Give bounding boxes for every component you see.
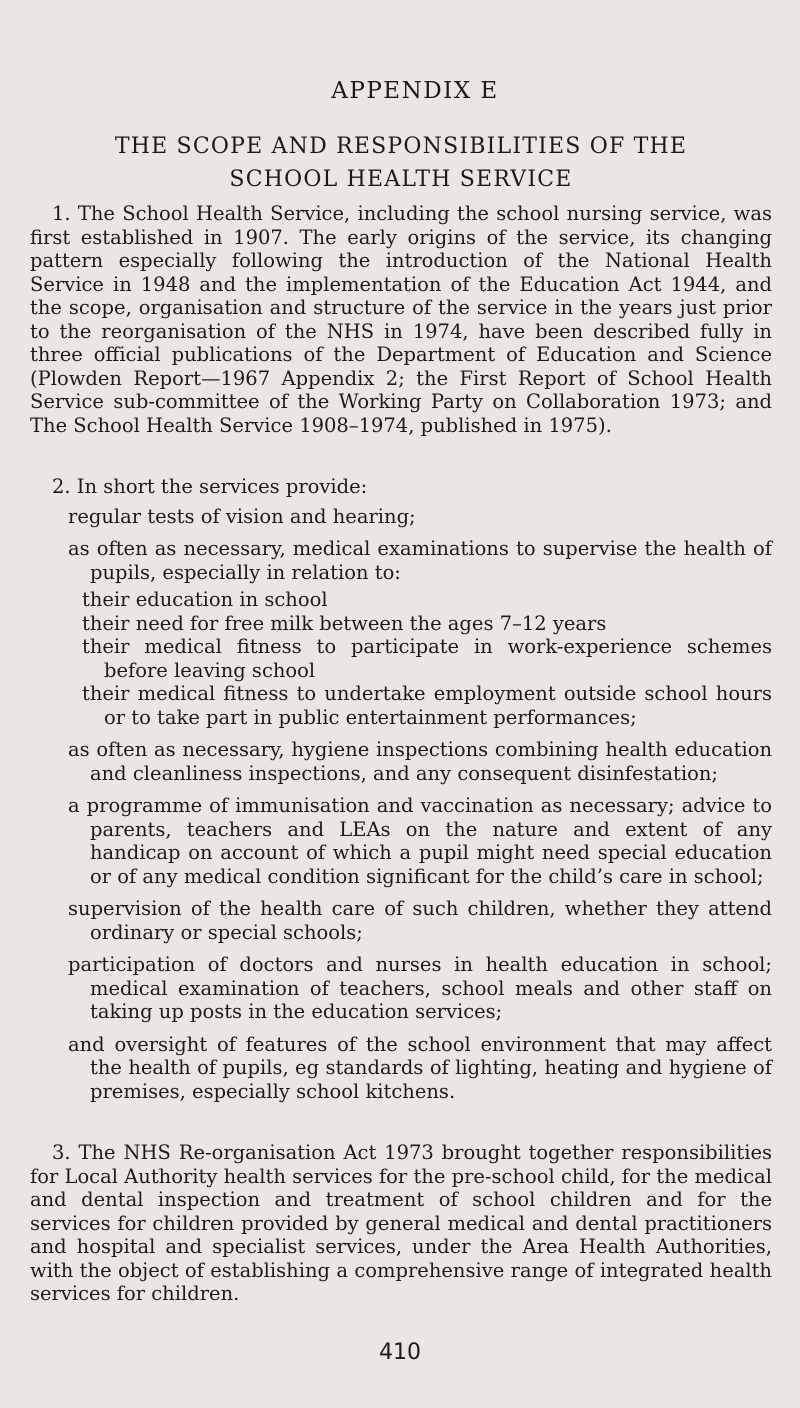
sublist-item: their medical fitness to participate in work-experience schemes before leaving school xyxy=(82,635,772,682)
title-line-2: SCHOOL HEALTH SERVICE xyxy=(229,167,573,192)
paragraph-1: 1. The School Health Service, including the school nursing service, was first established in 1907. The early origins of the service, its changing pattern especially following the introduction of the National Health Service in 1948 and the implementation of the Education Act 1944, and the scope, organisation and structure of the service in the years just prior to the reorganisation of the NHS in 1974, have been described fully in three official publications of the Department of Education and Science (Plowden Report—1967 Appendix 2; the First Report of School Health Service sub-committee of the Working Party on Collaboration 1973; and The School Health Service 1908–1974, published in 1975). xyxy=(30,202,772,437)
relation-sublist xyxy=(82,588,772,729)
title-line-1: THE SCOPE AND RESPONSIBILITIES OF THE xyxy=(114,134,688,159)
service-item-text: as often as necessary, medical examinations to supervise the health of pupils, especially in relation to: xyxy=(68,537,772,584)
paragraph-2-intro: 2. In short the services provide: xyxy=(52,475,368,498)
service-item: a programme of immunisation and vaccination as necessary; advice to parents, teachers and LEAs on the nature and extent of any handicap on account of which a pupil might need special education or of any medical condition significant for the child’s care in school; xyxy=(68,794,772,888)
paragraph-3: 3. The NHS Re-organisation Act 1973 brought together responsibilities for Local Authority health services for the pre-school child, for the medical and dental inspection and treatment of school children and for the services for children provided by general medical and dental practitioners and hospital and specialist services, under the Area Health Authorities, with the object of establishing a comprehensive range of integrated health services for children. xyxy=(30,1141,772,1305)
page-title xyxy=(30,130,772,196)
sublist-item: their need for free milk between the ages 7–12 years xyxy=(82,611,607,635)
service-item-medical-examinations xyxy=(30,537,772,729)
service-item: and oversight of features of the school environment that may affect the health of pupils, eg standards of lighting, heating and hygiene of premises, especially school kitchens. xyxy=(68,1032,772,1103)
service-item: as often as necessary, hygiene inspections combining health education and cleanliness inspections, and any consequent disinfestation; xyxy=(68,738,772,785)
service-item: regular tests of vision and hearing; xyxy=(68,504,416,528)
appendix-label: APPENDIX E xyxy=(331,78,499,104)
service-item: supervision of the health care of such children, whether they attend ordinary or special schools; xyxy=(68,897,772,944)
sublist-item: their education in school xyxy=(82,588,328,611)
service-item: participation of doctors and nurses in health education in school; medical examination of teachers, school meals and other staff on taking up posts in the education services; xyxy=(68,953,772,1023)
document-page xyxy=(30,78,772,1306)
sublist-item: their medical fitness to undertake employment outside school hours or to take part in public entertainment performances; xyxy=(82,682,772,729)
services-list xyxy=(30,505,772,1104)
page-number: 410 xyxy=(379,1340,421,1365)
